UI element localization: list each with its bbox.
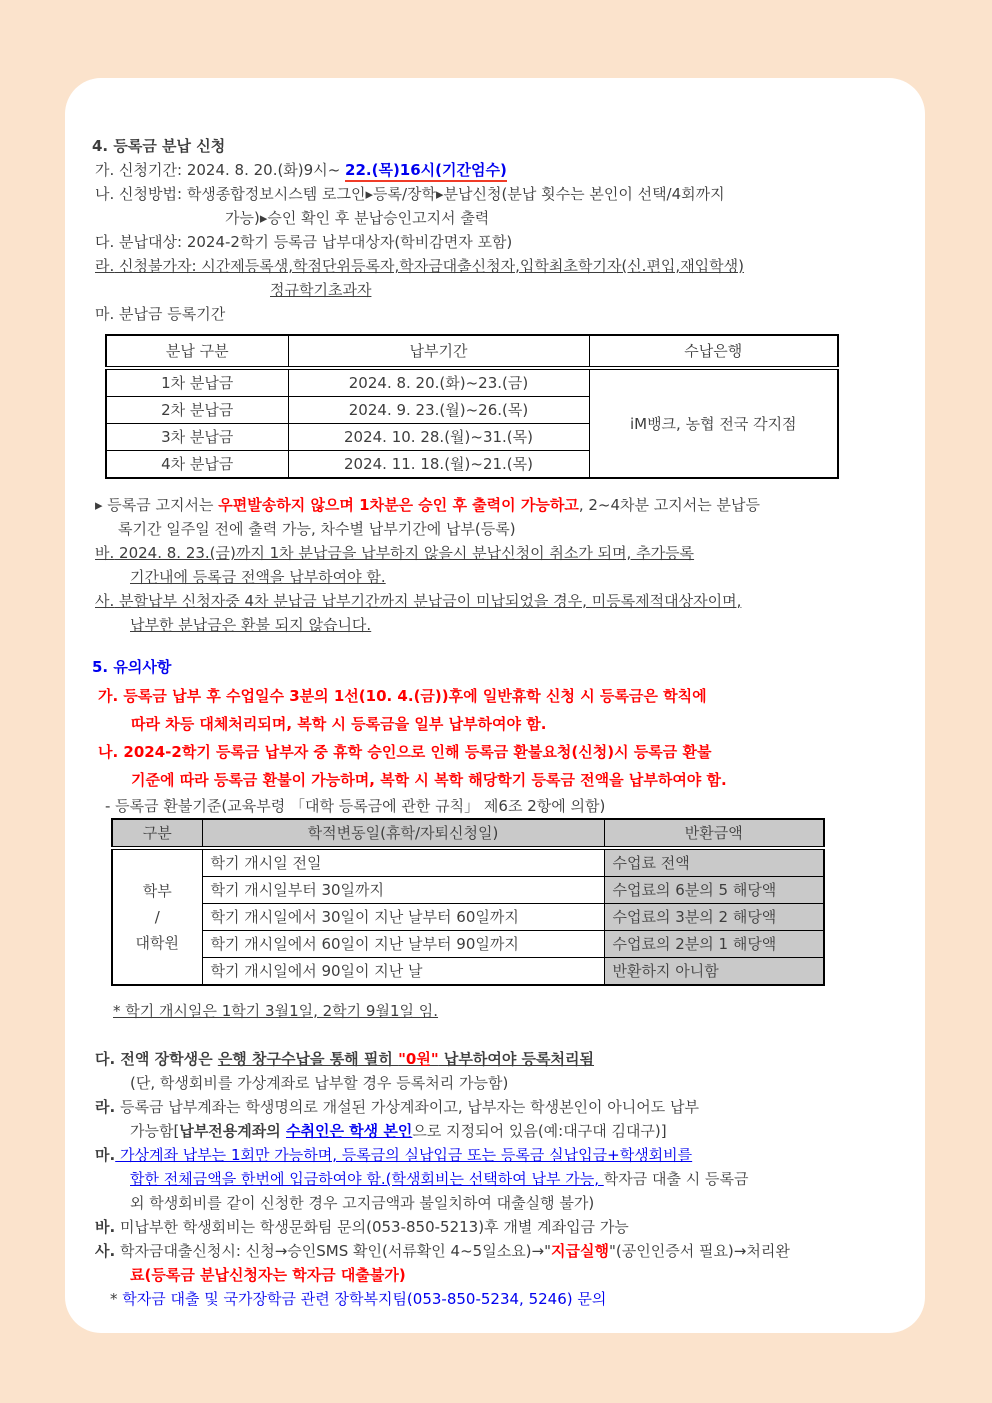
installment-schedule-table (105, 334, 839, 479)
installment-period: 2024. 11. 18.(월)~21.(목) (288, 451, 589, 479)
category-group-cell (112, 848, 202, 985)
warning-leave-line2 (131, 710, 897, 738)
item-label: 라. (95, 257, 115, 275)
table-header-row (112, 819, 824, 848)
table-header-row (106, 335, 838, 368)
note-bill-print-line2 (118, 517, 897, 541)
loan-restriction-highlight: 료(등록금 분납신청자는 학자금 대출불가) (130, 1266, 406, 1284)
table-row (112, 848, 824, 877)
section4-title: 4. 등록금 분납 신청 (92, 137, 226, 155)
group-line: 학부 (142, 882, 172, 900)
item-label: 가. (98, 687, 119, 705)
column-header-bank: 수납은행 (589, 335, 838, 368)
table-row (112, 904, 824, 931)
refund-amount: 반환하지 아니함 (604, 958, 824, 986)
change-date: 학기 개시일 전일 (202, 848, 604, 877)
item-label: 바. (95, 544, 115, 562)
warning-leave-text2: 따라 차등 대체처리되며, 복학 시 등록금을 일부 납부하여야 함. (131, 715, 547, 733)
installment-period: 2024. 8. 20.(화)~23.(금) (288, 368, 589, 397)
once-payment-blue1: 가상계좌 납부는 1회만 가능하며, 등록금의 실납입금 또는 등록금 실납입금+학생회비를 (115, 1146, 693, 1164)
group-line: 대학원 (135, 934, 179, 952)
group-line: / (154, 908, 160, 926)
installment-name: 2차 분납금 (106, 397, 288, 424)
section5-title: 5. 유의사항 (92, 658, 172, 676)
item-application-period (95, 158, 897, 182)
scholarship-underlined2: 납부하여야 등록처리됨 (438, 1050, 595, 1068)
no-refund-text: 분할납부 신청자중 4차 분납금 납부기간까지 분납금이 미납되었을 경우, 미등록제적대상자이며, (114, 592, 742, 610)
warning-refund-line2 (131, 766, 897, 794)
note-bill-print-line1 (95, 493, 897, 517)
item-label: 바. (95, 1218, 116, 1236)
once-payment-blue2: 합한 전체금액을 한번에 입금하여야 함.(학생회비는 선택하여 납부 가능, (130, 1170, 604, 1188)
change-date: 학기 개시일부터 30일까지 (202, 877, 604, 904)
note-student-loan-line1 (95, 1239, 897, 1263)
scholarship-text2: (단, 학생회비를 가상계좌로 납부할 경우 등록처리 가능함) (130, 1074, 509, 1092)
column-header-refund-amount: 반환금액 (604, 819, 824, 848)
loan-execution-highlight: 지급실행 (551, 1242, 609, 1260)
installment-name: 4차 분납금 (106, 451, 288, 479)
item-ineligible-line2 (270, 278, 897, 302)
contact-info-line (110, 1287, 897, 1311)
note-virtual-account-once-line1 (95, 1143, 897, 1167)
table-row (112, 877, 824, 904)
item-label: 나. (98, 743, 119, 761)
installment-name: 1차 분납금 (106, 368, 288, 397)
application-method-text: 신청방법: 학생종합정보시스템 로그인▸등록/장학▸분납신청(분납 횟수는 본인이 선택/4회까지 (114, 185, 725, 203)
cancellation-text: 2024. 8. 23.(금)까지 1차 분납금을 납부하지 않을시 분납신청이 취소가 되며, 추가등록 (114, 544, 695, 562)
semester-start-text: * 학기 개시일은 1학기 3월1일, 2학기 9월1일 임. (113, 1002, 439, 1020)
item-label: 가. (95, 161, 115, 179)
note-scholarship-line1 (95, 1047, 897, 1071)
item-registration-period (95, 302, 897, 326)
change-date: 학기 개시일에서 60일이 지난 날부터 90일까지 (202, 931, 604, 958)
contact-info-text: 학자금 대출 및 국가장학금 관련 장학복지팀(053-850-5234, 5246) 문의 (117, 1290, 607, 1308)
change-date: 학기 개시일에서 30일이 지난 날부터 60일까지 (202, 904, 604, 931)
note-virtual-account-once-line2 (130, 1167, 897, 1191)
once-payment-text3: 외 학생회비를 같이 신청한 경우 고지금액과 불일치하여 대출실행 불가) (130, 1194, 595, 1212)
bill-note-pre: 등록금 고지서는 (102, 496, 219, 514)
table-row (112, 958, 824, 986)
warning-refund-text2: 기준에 따라 등록금 환불이 가능하며, 복학 시 복학 해당학기 등록금 전액을 납부하여야 함. (131, 771, 727, 789)
bullet-triangle-icon: ▸ (95, 496, 103, 514)
refund-amount: 수업료의 2분의 1 해당액 (604, 931, 824, 958)
target-text: 분납대상: 2024-2학기 등록금 납부대상자(학비감면자 포함) (114, 233, 513, 251)
table-row (106, 368, 838, 397)
notice-content (92, 134, 897, 1311)
unpaid-fee-text: 미납부한 학생회비는 학생문화팀 문의(053-850-5213)후 개별 계좌입금 가능 (115, 1218, 629, 1236)
note-virtual-account-once-line3 (130, 1191, 897, 1215)
ineligible-text2: 정규학기초과자 (270, 281, 372, 299)
account-owner-text: 등록금 납부계좌는 학생명의로 개설된 가상계좌이고, 납부자는 학생본인이 아니어도 납부 (115, 1098, 700, 1116)
note-student-loan-line2 (130, 1263, 897, 1287)
cancellation-text2: 기간내에 등록금 전액을 납부하여야 함. (130, 568, 386, 586)
asterisk-marker: * (110, 1290, 118, 1308)
note-virtual-account-owner-line1 (95, 1095, 897, 1119)
refund-amount: 수업료의 6분의 5 해당액 (604, 877, 824, 904)
account-owner-post: 으로 지정되어 있음(예:대구대 김대구)] (412, 1122, 667, 1140)
scholarship-pre: 전액 장학생은 (115, 1050, 218, 1068)
item-label: 사. (95, 1242, 116, 1260)
item-application-method-line1 (95, 182, 897, 206)
table-row (112, 931, 824, 958)
notice-panel (65, 78, 925, 1333)
column-header-change-date: 학적변동일(휴학/자퇴신청일) (202, 819, 604, 848)
payee-student-highlight: 수취인은 학생 본인 (285, 1122, 413, 1140)
application-method-text2: 가능)▸승인 확인 후 분납승인고지서 출력 (225, 209, 490, 227)
application-deadline-highlight: 22.(목)16시(기간엄수) (345, 161, 507, 182)
item-target (95, 230, 897, 254)
change-date: 학기 개시일에서 90일이 지난 날 (202, 958, 604, 986)
zero-won-highlight: "0원" (398, 1050, 439, 1068)
ineligible-text: 신청불가자: 시간제등록생,학점단위등록자,학자금대출신청자,입학최초학기자(신.편입,재입학생) (114, 257, 745, 275)
item-label: 마. (95, 305, 115, 323)
note-cancellation-line2 (130, 565, 897, 589)
note-no-refund-line2 (130, 613, 897, 637)
item-application-method-line2 (225, 206, 897, 230)
refund-amount: 수업료의 3분의 2 해당액 (604, 904, 824, 931)
refund-standard-note: - 등록금 환불기준(교육부령 「대학 등록금에 관한 규칙」 제6조 2항에 의함) (105, 797, 606, 815)
item-label: 라. (95, 1098, 116, 1116)
application-period-text: 신청기간: 2024. 8. 20.(화)9시~ (114, 161, 346, 179)
loan-process-pre: 학자금대출신청시: 신청→승인SMS 확인(서류확인 4~5일소요)→" (115, 1242, 552, 1260)
refund-amount: 수업료 전액 (604, 848, 824, 877)
bill-note-warning: 우편발송하지 않으며 1차분은 승인 후 출력이 가능하고 (218, 496, 579, 514)
warning-leave-line1 (98, 682, 897, 710)
item-label: 다. (95, 1050, 116, 1068)
item-label: 나. (95, 185, 115, 203)
section5-notes (92, 1047, 897, 1311)
column-header-installment: 분납 구분 (106, 335, 288, 368)
item-ineligible-line1 (95, 254, 897, 278)
item-label: 다. (95, 233, 115, 251)
note-virtual-account-owner-line2 (130, 1119, 897, 1143)
note-unpaid-fee (95, 1215, 897, 1239)
installment-period: 2024. 10. 28.(월)~31.(목) (288, 424, 589, 451)
account-owner-bold: 납부전용계좌의 (179, 1122, 286, 1140)
refund-table (111, 818, 825, 986)
warning-refund-text: 2024-2학기 등록금 납부자 중 휴학 승인으로 인해 등록금 환불요청(신청)시 등록금 환불 (118, 743, 712, 761)
note-no-refund-line1 (95, 589, 897, 613)
bill-note-post: , 2~4차분 고지서는 분납등 (578, 496, 760, 514)
loan-process-mid: "(공인인증서 필요)→처리완 (608, 1242, 790, 1260)
warning-refund-line1 (98, 738, 897, 766)
warning-leave-text: 등록금 납부 후 수업일수 3분의 1선(10. 4.(금))후에 일반휴학 신청 시 등록금은 학칙에 (118, 687, 707, 705)
section5-warnings (92, 682, 897, 794)
column-header-period: 납부기간 (288, 335, 589, 368)
receiving-bank: iM뱅크, 농협 전국 각지점 (589, 368, 838, 478)
item-label: 마. (95, 1146, 116, 1164)
column-header-category: 구분 (112, 819, 202, 848)
scholarship-underlined1: 은행 창구수납을 통해 필히 (217, 1050, 399, 1068)
installment-name: 3차 분납금 (106, 424, 288, 451)
no-refund-text2: 납부한 분납금은 환불 되지 않습니다. (130, 616, 372, 634)
note-scholarship-line2 (130, 1071, 897, 1095)
registration-period-text: 분납금 등록기간 (114, 305, 226, 323)
semester-start-footnote (113, 999, 897, 1023)
item-label: 사. (95, 592, 115, 610)
note-cancellation-line1 (95, 541, 897, 565)
bill-note-text2: 록기간 일주일 전에 출력 가능, 차수별 납부기간에 납부(등록) (118, 520, 516, 538)
once-payment-dark2: 학자금 대출 시 등록금 (603, 1170, 749, 1188)
account-owner-pre: 가능함[ (130, 1122, 180, 1140)
installment-period: 2024. 9. 23.(월)~26.(목) (288, 397, 589, 424)
